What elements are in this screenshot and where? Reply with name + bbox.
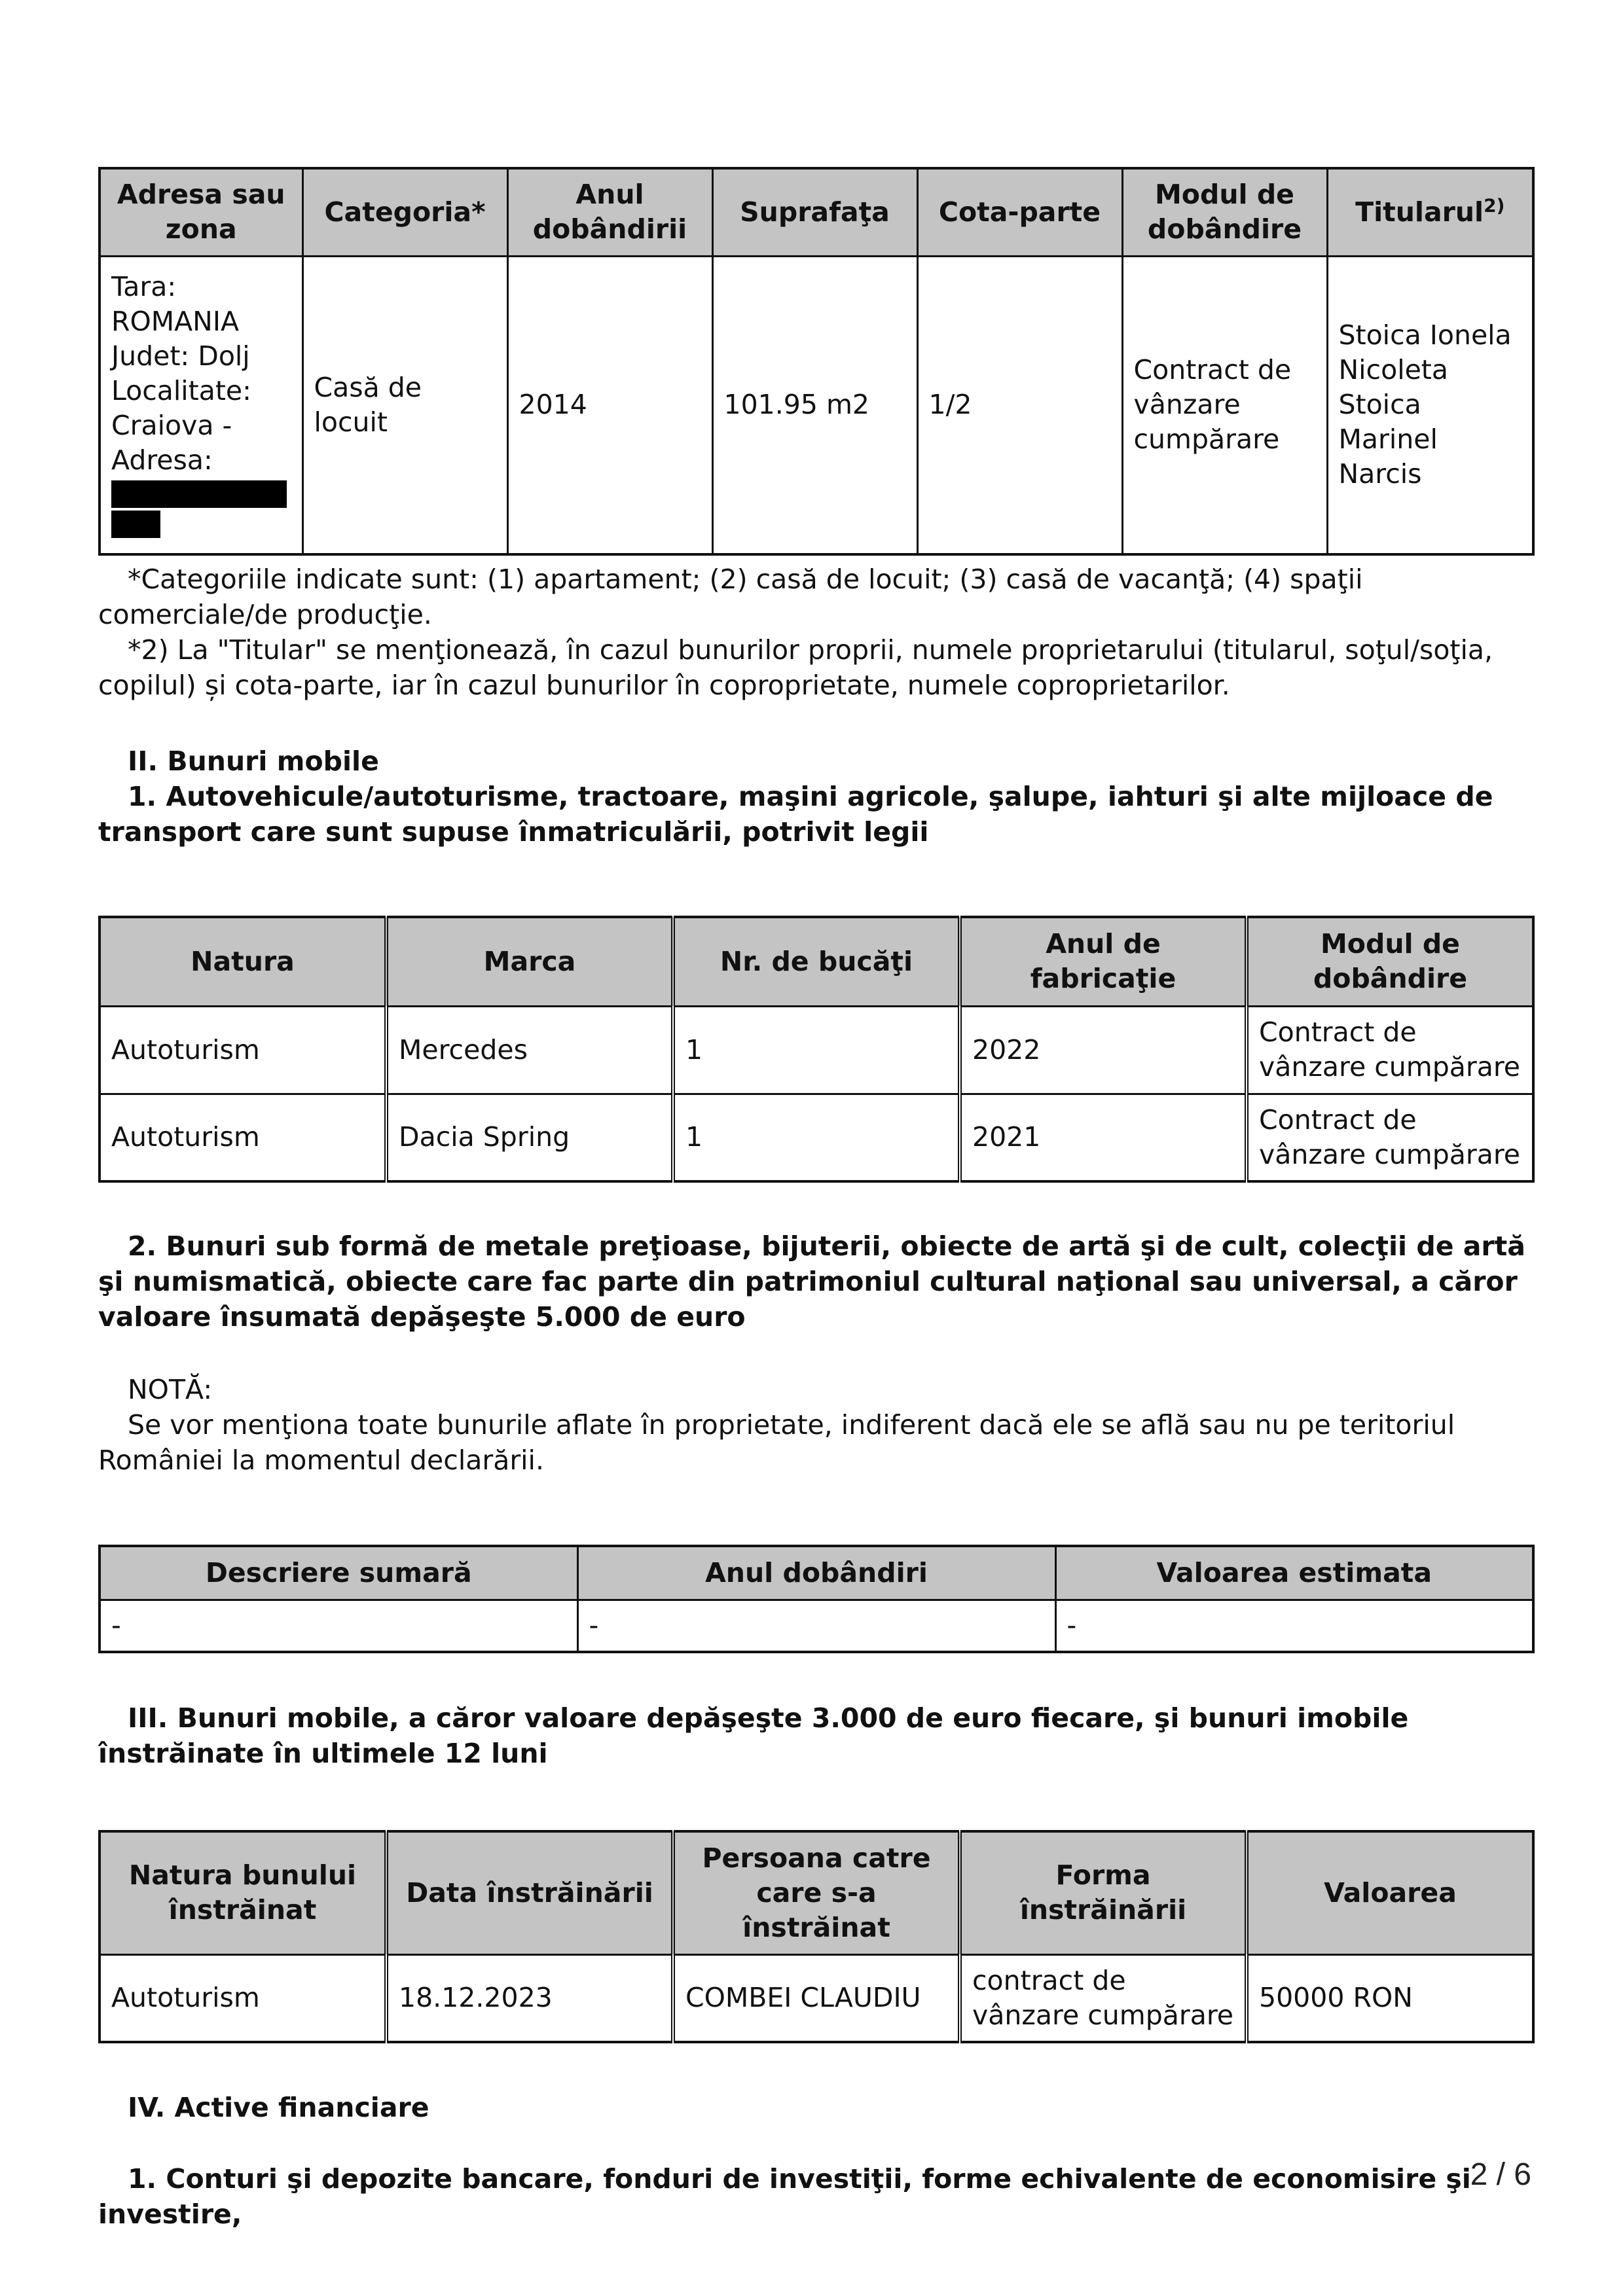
section-4-title: IV. Active financiare [128,2092,429,2123]
alienated-header-date: Data înstrăinării [386,1831,673,1954]
table-row [100,1954,1533,2042]
nota-label: NOTĂ: [128,1374,213,1405]
alienated-date: 18.12.2023 [386,1954,673,2042]
section-2-title: II. Bunuri mobile [128,745,379,777]
alienated-person: COMBEI CLAUDIU [673,1954,960,2042]
header-owner-sup: 2) [1484,194,1505,217]
section-2-sub1: 1. Autovehicule/autoturisme, tractoare, maşini agricole, şalupe, iahturi şi alte mijloace de transport care sunt supuse înmatriculării, potrivit legii [98,781,1493,848]
alienated-header-person: Persoana catre care s-a înstrăinat [673,1831,960,1954]
header-owner-label: Titularul [1355,196,1484,228]
vehicle-count: 1 [673,1094,960,1181]
table-row [100,1600,1533,1652]
vehicle-brand: Dacia Spring [386,1094,673,1181]
address-locality: Localitate: Craiova - Adresa: [111,374,251,476]
nota-block [98,1372,1532,1478]
alienated-header-form: Forma înstrăinării [960,1831,1247,1954]
redaction-bar [111,480,287,508]
section-4-title-block [98,2090,1532,2125]
section-3-title: III. Bunuri mobile, a căror valoare depăşeşte 3.000 de euro fiecare, şi bunuri imobile înstrăinate în ultimele 12 luni [98,1702,1409,1769]
section-4-sub1-block [98,2161,1532,2232]
property-table [98,167,1535,556]
page-number: 2 / 6 [1470,2157,1531,2192]
valuables-table [98,1545,1535,1653]
vehicle-count: 1 [673,1006,960,1094]
vehicle-nature: Autoturism [100,1006,386,1094]
valuables-header-year: Anul dobândiri [577,1546,1055,1600]
section-2-2-block [98,1229,1532,1335]
section-2-heading-block [98,744,1532,850]
valuables-description: - [100,1600,577,1652]
vehicle-acquisition: Contract de vânzare cumpărare [1247,1094,1533,1181]
header-category: Categoria* [302,168,507,256]
redaction-bar [111,511,160,538]
alienated-form: contract de vânzare cumpărare [960,1954,1247,2042]
vehicle-acquisition: Contract de vânzare cumpărare [1247,1006,1533,1094]
cell-area: 101.95 m2 [712,256,917,554]
valuables-header-description: Descriere sumară [100,1546,577,1600]
table-row [100,1006,1533,1094]
header-owner [1327,168,1533,256]
valuables-table-block [98,1545,1532,1653]
vehicle-year: 2021 [960,1094,1247,1181]
alienated-nature: Autoturism [100,1954,386,2042]
valuables-header-value: Valoarea estimata [1055,1546,1533,1600]
alienated-header-nature: Natura bunului înstrăinat [100,1831,386,1954]
table-row [100,1094,1533,1181]
section-3-block [98,1700,1532,1771]
cell-share: 1/2 [917,256,1122,554]
vehicle-nature: Autoturism [100,1094,386,1181]
alienated-header-value: Valoarea [1247,1831,1533,1954]
header-share: Cota-parte [917,168,1122,256]
section-4-sub1: 1. Conturi şi depozite bancare, fonduri de investiţii, forme echivalente de economisire şi investire, [98,2163,1471,2230]
cell-address [100,256,302,554]
cell-category: Casă de locuit [302,256,507,554]
valuables-year: - [577,1600,1055,1652]
vehicles-table-block [98,916,1532,1183]
vehicles-table [98,916,1535,1183]
header-year: Anul dobândirii [507,168,712,256]
address-county: Judet: Dolj [111,340,250,372]
note-titular: *2) La "Titular" se menţionează, în cazul bunurilor proprii, numele proprietarului (titularul, soţul/soţia, copilul) și cota-parte, iar în cazul bunurilor în coproprietate, numele coproprietarilor. [98,634,1493,701]
valuables-value: - [1055,1600,1533,1652]
header-acquisition: Modul de dobândire [1122,168,1327,256]
vehicles-header-year: Anul de fabricaţie [960,917,1247,1006]
cell-owner: Stoica Ionela Nicoleta Stoica Marinel Narcis [1327,256,1533,554]
alienated-table-block [98,1830,1532,2043]
property-table-block [98,167,1532,556]
vehicles-header-nature: Natura [100,917,386,1006]
vehicle-year: 2022 [960,1006,1247,1094]
alienated-value: 50000 RON [1247,1954,1533,2042]
notes-block [98,562,1532,703]
vehicles-header-acquisition: Modul de dobândire [1247,917,1533,1006]
section-2-2-title: 2. Bunuri sub formă de metale preţioase, bijuterii, obiecte de artă şi de cult, colecţii de artă şi numismatică, obiecte care fac parte din patrimoniul cultural naţional sau universal, a căror valoare însumată depăşeşte 5.000 de euro [98,1230,1525,1333]
header-address: Adresa sau zona [100,168,302,256]
cell-year: 2014 [507,256,712,554]
header-area: Suprafaţa [712,168,917,256]
address-country: Tara: ROMANIA [111,270,239,337]
alienated-table [98,1830,1535,2043]
nota-text: Se vor menţiona toate bunurile aflate în proprietate, indiferent dacă ele se află sau nu pe teritoriul României la momentul declarării. [98,1409,1455,1476]
cell-acquisition: Contract de vânzare cumpărare [1122,256,1327,554]
vehicles-header-count: Nr. de bucăţi [673,917,960,1006]
vehicles-header-brand: Marca [386,917,673,1006]
vehicle-brand: Mercedes [386,1006,673,1094]
note-categories: *Categoriile indicate sunt: (1) apartament; (2) casă de locuit; (3) casă de vacanţă; (4) spaţii comerciale/de producţie. [98,564,1363,630]
